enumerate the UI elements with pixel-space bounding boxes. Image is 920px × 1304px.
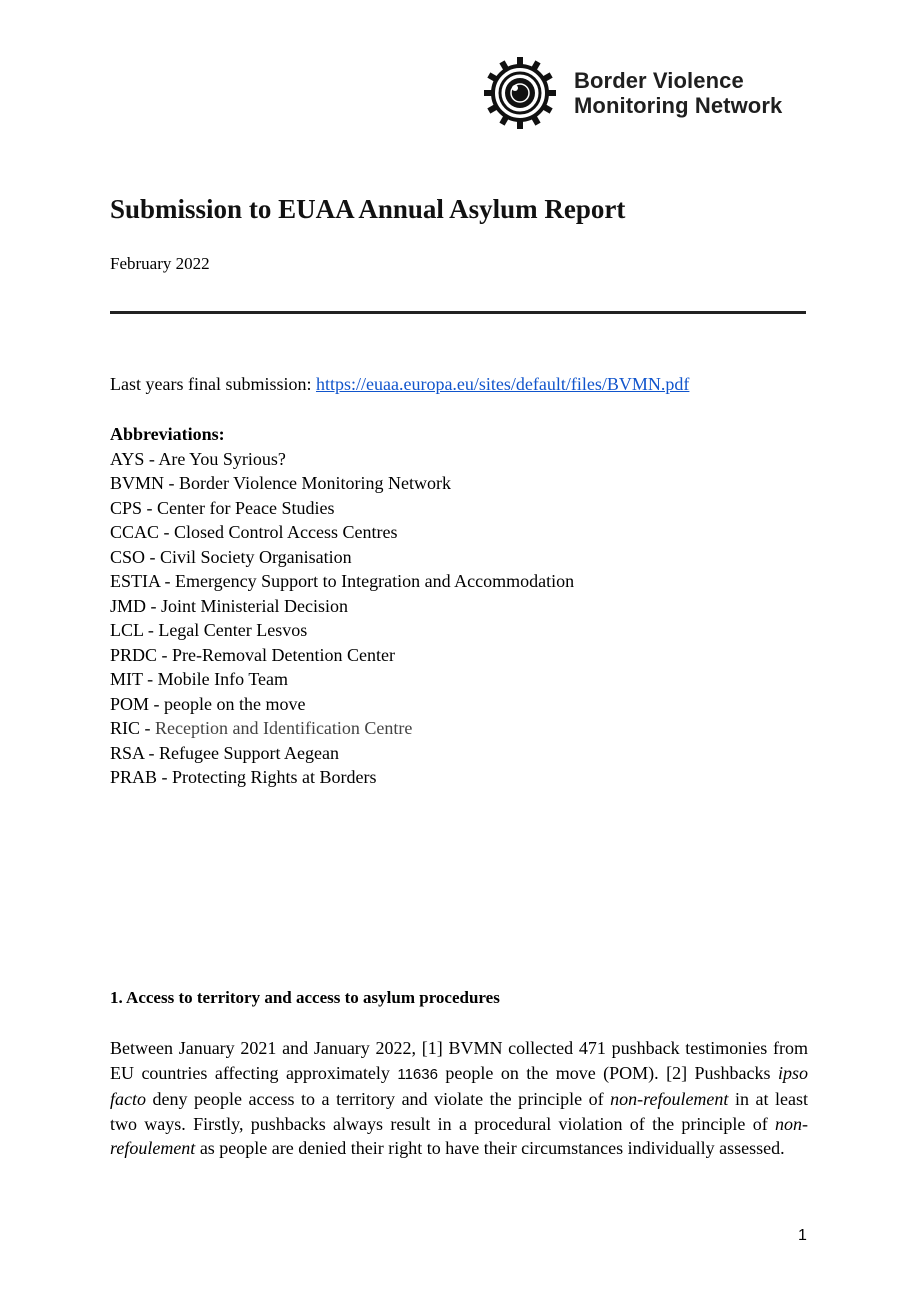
document-title: Submission to EUAA Annual Asylum Report	[110, 194, 626, 224]
list-item: CCAC - Closed Control Access Centres	[110, 522, 398, 542]
para-number: 11636	[397, 1065, 438, 1083]
logo-line-1: Border Violence	[574, 68, 744, 93]
para-text: in at least two ways. Firstly, pushbacks always result in a procedural violation of the principle of	[110, 1089, 808, 1134]
list-item: JMD - Joint Ministerial Decision	[110, 595, 348, 616]
bvmn-logo	[484, 56, 808, 130]
ric-full: Reception and Identification Centre	[155, 718, 413, 738]
gear-eye-logo-icon	[484, 57, 556, 129]
list-item: AYS - Are You Syrious?	[110, 448, 286, 469]
last-submission-label: Last years final submission:	[110, 374, 316, 394]
title-divider	[110, 311, 806, 314]
para-text: as people are denied their right to have their circumstances individually assessed.	[195, 1138, 785, 1158]
list-item: ESTIA - Emergency Support to Integration and Accommodation	[110, 571, 575, 591]
list-item: POM - people on the move	[110, 693, 306, 714]
list-item: CSO - Civil Society Organisation	[110, 546, 352, 567]
list-item: PRDC - Pre-Removal Detention Center	[110, 644, 395, 665]
list-item: LCL - Legal Center Lesvos	[110, 620, 308, 640]
list-item: MIT - Mobile Info Team	[110, 669, 289, 689]
logo-line-2: Monitoring Network	[574, 93, 783, 118]
para-text: deny people access to a territory and violate the principle of	[146, 1089, 611, 1109]
last-submission-link[interactable]: https://euaa.europa.eu/sites/default/files/BVMN.pdf	[315, 374, 690, 394]
para-text: people on the move (POM). [2] Pushbacks	[437, 1062, 778, 1083]
para-italic: non-refoulement	[610, 1089, 729, 1109]
para-text: Between January 2021 and January 2022, [1] BVMN collected 471 pushback testimonies from EU countries affecting approximately	[110, 1038, 808, 1083]
section-1-paragraph	[110, 1036, 808, 1161]
document-date: February 2022	[110, 254, 210, 273]
list-item: BVMN - Border Violence Monitoring Network	[110, 473, 452, 493]
list-item: PRAB - Protecting Rights at Borders	[110, 767, 377, 787]
list-item: CPS - Center for Peace Studies	[110, 497, 335, 518]
logo-wordmark	[574, 68, 782, 118]
section-1-heading: 1. Access to territory and access to asylum procedures	[110, 988, 500, 1007]
para-italic: ipso facto	[110, 1062, 808, 1109]
abbreviations-list	[110, 447, 574, 790]
list-item	[110, 716, 574, 741]
list-item: RSA - Refugee Support Aegean	[110, 742, 339, 763]
abbreviations-heading: Abbreviations:	[110, 424, 225, 444]
abbreviations-section	[110, 422, 574, 790]
para-italic: non-refoulement	[110, 1113, 808, 1158]
ric-abbr: RIC -	[110, 718, 155, 738]
page-number: 1	[798, 1227, 807, 1244]
last-submission-line	[110, 373, 689, 395]
